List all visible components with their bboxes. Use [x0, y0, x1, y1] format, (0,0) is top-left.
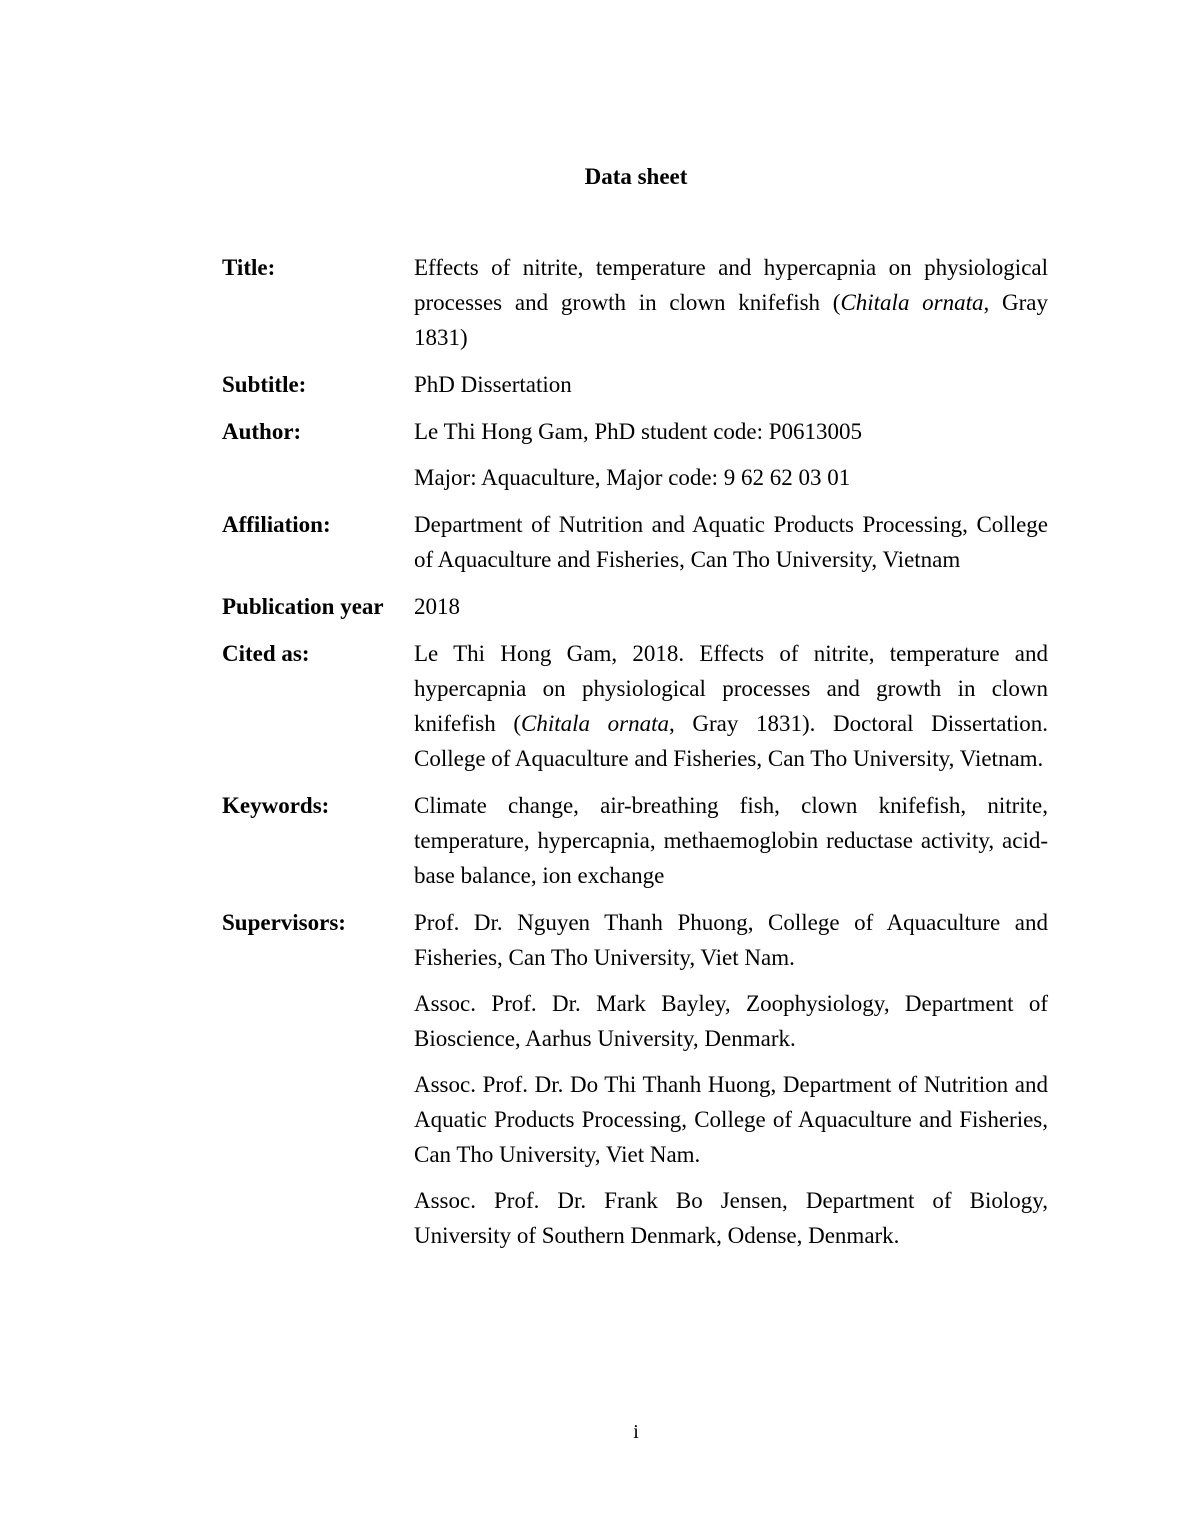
keywords-value: Climate change, air-breathing fish, clown knifefish, nitrite, temperature, hypercapnia, methaemoglobin reductase activity, acid-base balance, ion exchange: [414, 793, 1048, 888]
subtitle-row: [222, 367, 1048, 402]
publication-year-value-col: [414, 589, 1048, 624]
supervisors-row: [222, 905, 1048, 1253]
keywords-row: [222, 788, 1048, 893]
cited-as-label: Cited as:: [222, 641, 310, 666]
title-row: [222, 250, 1048, 355]
subtitle-value-col: [414, 367, 1048, 402]
supervisors-value-col: [414, 905, 1048, 1253]
keywords-value-col: [414, 788, 1048, 893]
data-sheet-table: [222, 250, 1048, 1265]
author-name-value: Le Thi Hong Gam, PhD student code: P0613005: [414, 419, 863, 444]
publication-year-row: [222, 589, 1048, 624]
supervisor-item: Assoc. Prof. Dr. Frank Bo Jensen, Department of Biology, University of Southern Denmark, Odense, Denmark.: [414, 1188, 1048, 1248]
subtitle-label: Subtitle:: [222, 372, 307, 397]
affiliation-row: [222, 507, 1048, 577]
cited-as-species-name: Chitala ornata: [521, 711, 670, 736]
subtitle-value: PhD Dissertation: [414, 372, 572, 397]
title-value: [414, 250, 1048, 355]
title-value-col: [414, 250, 1048, 355]
cited-as-row: [222, 636, 1048, 776]
supervisors-label: Supervisors:: [222, 910, 346, 935]
affiliation-value: Department of Nutrition and Aquatic Products Processing, College of Aquaculture and Fisheries, Can Tho University, Vietnam: [414, 512, 1048, 572]
affiliation-value-col: [414, 507, 1048, 577]
author-value-col: [414, 414, 1048, 495]
cited-as-value: [414, 636, 1048, 776]
cited-as-text-post: , Gray 1831). Doctoral Dissertation. College of Aquaculture and Fisheries, Can Tho University, Vietnam.: [414, 711, 1049, 771]
supervisor-item: Assoc. Prof. Dr. Mark Bayley, Zoophysiology, Department of Bioscience, Aarhus University, Denmark.: [414, 991, 1048, 1051]
supervisor-item: Prof. Dr. Nguyen Thanh Phuong, College of Aquaculture and Fisheries, Can Tho University, Viet Nam.: [414, 910, 1048, 970]
cited-as-text-pre: Le Thi Hong Gam, 2018. Effects of nitrite, temperature and hypercapnia on physiological processes and growth in clown knifefish (: [414, 641, 1048, 736]
affiliation-label: Affiliation:: [222, 512, 331, 537]
title-text-post: , Gray 1831): [414, 290, 1048, 350]
author-row: [222, 414, 1048, 495]
publication-year-value: 2018: [414, 594, 460, 619]
page-title: Data sheet: [584, 164, 688, 189]
keywords-label: Keywords:: [222, 793, 330, 818]
author-label: Author:: [222, 419, 302, 444]
title-text-pre: Effects of nitrite, temperature and hypercapnia on physiological processes and growth in clown knifefish (: [414, 255, 1048, 315]
cited-as-value-col: [414, 636, 1048, 776]
supervisor-item: Assoc. Prof. Dr. Do Thi Thanh Huong, Department of Nutrition and Aquatic Products Processing, College of Aquaculture and Fisheries, Can Tho University, Viet Nam.: [414, 1072, 1048, 1167]
author-major-value: Major: Aquaculture, Major code: 9 62 62 03 01: [414, 465, 851, 490]
page-number: i: [633, 1421, 639, 1443]
title-species-name: Chitala ornata: [840, 290, 984, 315]
publication-year-label: Publication year: [222, 594, 384, 619]
title-label: Title:: [222, 255, 276, 280]
